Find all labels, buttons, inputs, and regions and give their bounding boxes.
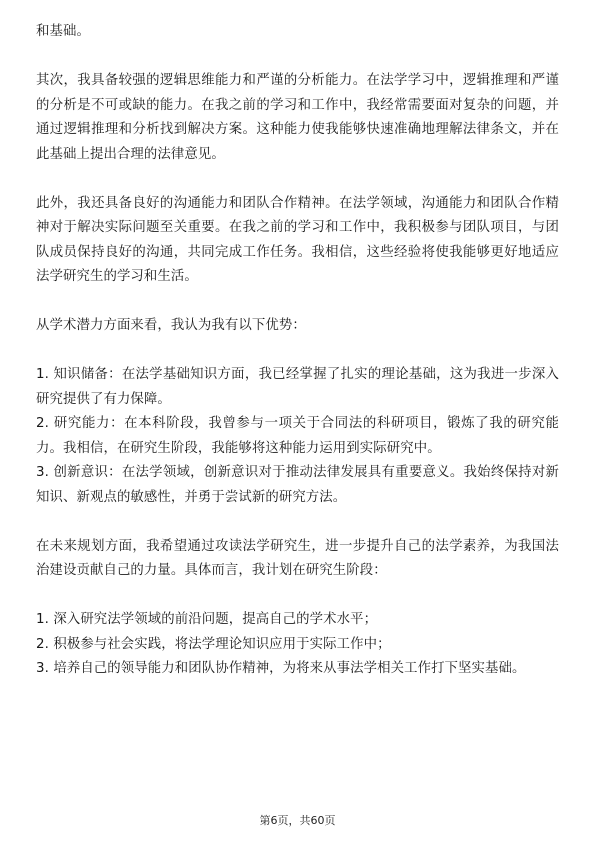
paragraph-gap — [36, 339, 559, 364]
paragraph-teamwork: 此外，我还具备良好的沟通能力和团队合作精神。在法学领域，沟通能力和团队合作精神对于解决实际问题至关重要。在我之前的学习和工作中，我积极参与团队项目，与团队成员保持良好的沟通，共同完成工作任务。我相信，这些经验将使我能够更好地适应法学研究生的学习和生活。 — [36, 195, 559, 284]
page-number: 第6页，共60页 — [259, 814, 336, 827]
paragraph-gap — [36, 584, 559, 609]
paragraph-continuation: 和基础。 — [36, 24, 90, 39]
list-item-innovation: 3. 创新意识：在法学领域，创新意识对于推动法律发展具有重要意义。我始终保持对新知识、新观点的敏感性，并勇于尝试新的研究方法。 — [36, 465, 559, 505]
plan-item-leadership: 3. 培养自己的领导能力和团队协作精神，为将来从事法学相关工作打下坚实基础。 — [36, 661, 526, 676]
paragraph-future-plan: 在未来规划方面，我希望通过攻读法学研究生，进一步提升自己的法学素养，为我国法治建设贡献自己的力量。具体而言，我计划在研究生阶段： — [36, 538, 559, 578]
plan-item-practice: 2. 积极参与社会实践，将法学理论知识应用于实际工作中； — [36, 636, 391, 652]
paragraph-logic-ability: 其次，我具备较强的逻辑思维能力和严谨的分析能力。在法学学习中，逻辑推理和严谨的分析是不可或缺的能力。在我之前的学习和工作中，我经常需要面对复杂的问题，并通过逻辑推理和分析找到解决方案。这种能力使我能够快速准确地理解法律条文，并在此基础上提出合理的法律意见。 — [36, 73, 559, 162]
paragraph-gap — [36, 167, 559, 192]
plan-item-research: 1. 深入研究法学领域的前沿问题，提高自己的学术水平； — [36, 612, 378, 627]
paragraph-gap — [36, 510, 559, 535]
paragraph-academic-intro: 从学术潜力方面来看，我认为我有以下优势： — [36, 318, 306, 333]
paragraph-gap — [36, 290, 559, 315]
list-item-knowledge: 1. 知识储备：在法学基础知识方面，我已经掌握了扎实的理论基础，这为我进一步深入研究提供了有力保障。 — [36, 367, 559, 407]
paragraph-gap — [36, 45, 559, 70]
list-item-research: 2. 研究能力：在本科阶段，我曾参与一项关于合同法的科研项目，锻炼了我的研究能力。我相信，在研究生阶段，我能够将这种能力运用到实际研究中。 — [36, 416, 559, 456]
document-body — [36, 20, 559, 682]
